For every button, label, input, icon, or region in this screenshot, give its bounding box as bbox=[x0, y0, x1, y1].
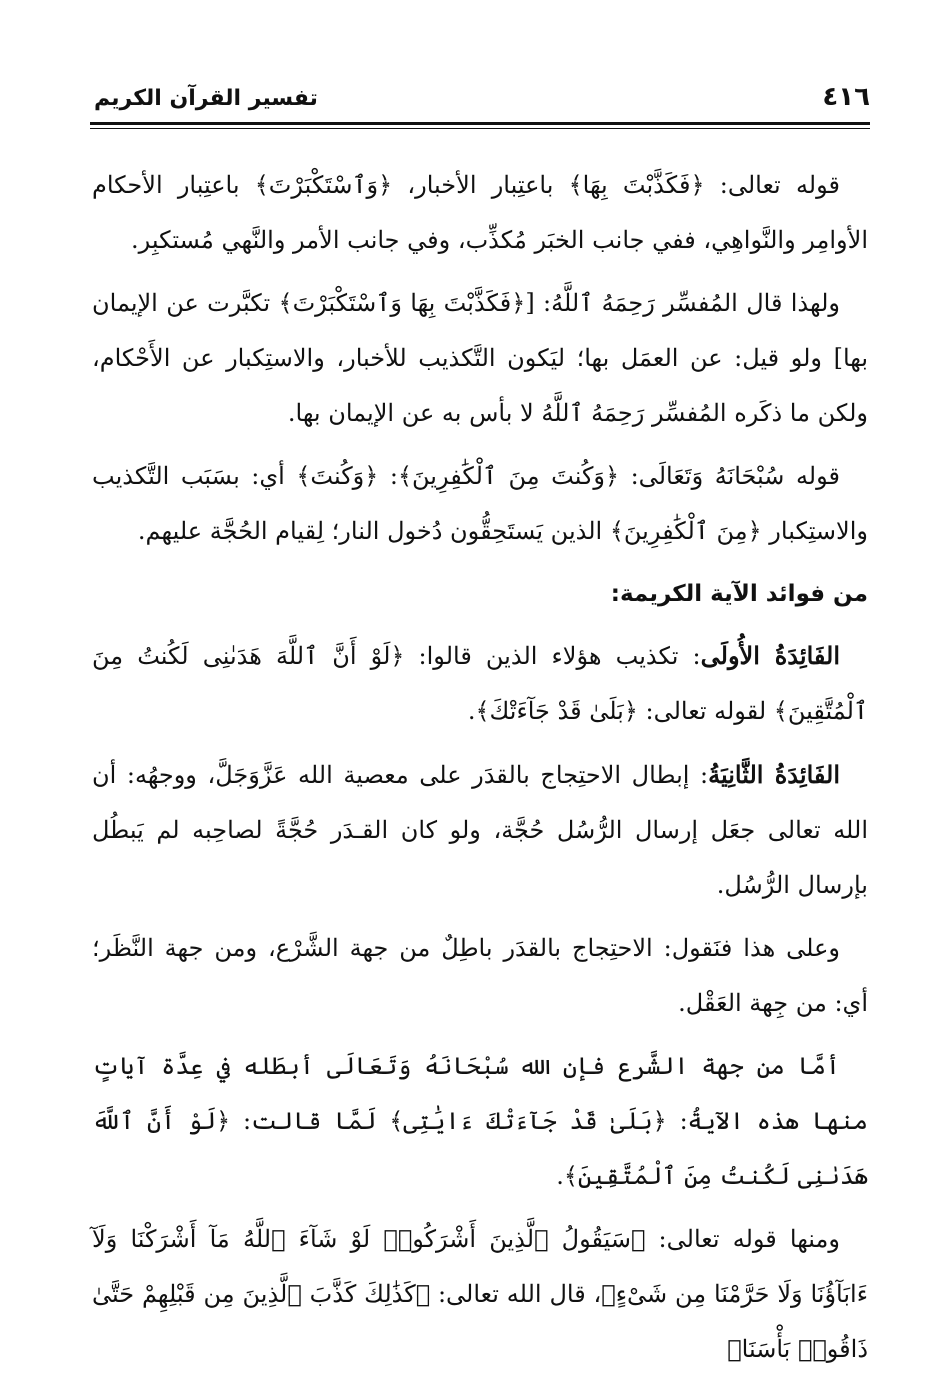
benefit-2-lead: الفَائِدَةُ الثَّانِيَةُ bbox=[708, 760, 841, 789]
book-title: تفسير القرآن الكريم bbox=[94, 86, 318, 111]
page-header bbox=[90, 82, 870, 122]
header-rule-thin bbox=[90, 128, 870, 129]
benefit-1-text: : تكذيب هؤلاء الذين قالوا: ﴿لَوْ أَنَّ ٱللَّهَ هَدَىٰنِى لَكُنتُ مِنَ ٱلْمُتَّقِينَ﴾ لقوله تعالى: ﴿بَلَىٰ قَدْ جَآءَتْكَ﴾. bbox=[92, 642, 868, 725]
paragraph-1: قوله تعالى: ﴿فَكَذَّبْتَ بِهَا﴾ باعتِبار الأخبار، ﴿وَٱسْتَكْبَرْتَ﴾ باعتِبار الأحكام الأوامِر والنَّواهِي، ففي جانب الخبَر مُكذِّب، وفي جانب الأمر والنَّهي مُستكبِر. bbox=[92, 171, 868, 254]
paragraph-2: ولهذا قال المُفسِّر رَحِمَهُ ٱللَّهُ: [﴿فَكَذَّبْتَ بِهَا وَٱسْتَكْبَرْتَ﴾ تكبَّرت عن الإيمان بها] ولو قيل: عن العمَل بها؛ ليَكون التَّكذيب للأخبار، والاستِكبار عن الأَحْكام، ولكن ما ذكَره المُفسِّر رَحِمَهُ ٱللَّهُ لا بأس به عن الإيمان بها. bbox=[92, 289, 868, 427]
closing-paragraph-1: وعلى هذا فنَقول: الاحتِجاج بالقدَر باطِلٌ من جهة الشَّرْع، ومن جهة النَّظَر؛ أي: من جِهة العَقْل. bbox=[92, 934, 868, 1017]
benefits-heading: من فوائد الآية الكريمة: bbox=[610, 581, 868, 607]
benefit-2 bbox=[92, 747, 868, 913]
closing-paragraph-3: ومنها قوله تعالى: ﴿سَيَقُولُ ٱلَّذِينَ أَشْرَكُوا۟ لَوْ شَآءَ ٱللَّهُ مَآ أَشْرَكْنَا وَلَآ ءَابَآؤُنَا وَلَا حَرَّمْنَا مِن شَىْءٍ﴾، قال الله تعالى: ﴿كَذَٰلِكَ كَذَّبَ ٱلَّذِينَ مِن قَبْلِهِمْ حَتَّىٰ ذَاقُوا۟ بَأْسَنَا﴾ bbox=[92, 1225, 868, 1363]
benefit-2-text: : إبطال الاحتِجاج بالقدَر على معصية الله عَزَّوَجَلَّ، ووجهُه: أن الله تعالى جعَل إرسال الرُّسُل حُجَّة، ولو كان القـدَر حُجَّةً لصاحِبه لم يَبطُل بإرسال الرُّسُل. bbox=[92, 761, 868, 899]
benefit-1 bbox=[92, 628, 868, 739]
page-number: ٤١٦ bbox=[822, 82, 870, 112]
page-body bbox=[92, 158, 868, 1385]
header-rule-thick bbox=[90, 122, 870, 125]
benefit-1-lead: الفَائِدَةُ الأُولَى bbox=[700, 641, 841, 670]
paragraph-3: قوله سُبْحَانَهُ وَتَعَالَى: ﴿وَكُنتَ مِنَ ٱلْكَٰفِرِينَ﴾: ﴿وَكُنتَ﴾ أي: بسَبَب التَّكذيب والاستِكبار ﴿مِنَ ٱلْكَٰفِرِينَ﴾ الذين يَستَحِقُّون دُخول النار؛ لِقيام الحُجَّة عليهم. bbox=[92, 462, 868, 545]
closing-paragraph-2: أمَّا من جهة الشَّرع فإن الله سُبْحَانَهُ وَتَعَالَى أبطَله في عِدَّة آياتٍ منها هذه الآيةُ: ﴿بَلَىٰ قَدْ جَآءَتْكَ ءَايَٰتِى﴾ لَمَّا قالت: ﴿لَوْ أَنَّ ٱللَّهَ هَدَىٰنِى لَكُنتُ مِنَ ٱلْمُتَّقِينَ﴾. bbox=[92, 1052, 868, 1190]
